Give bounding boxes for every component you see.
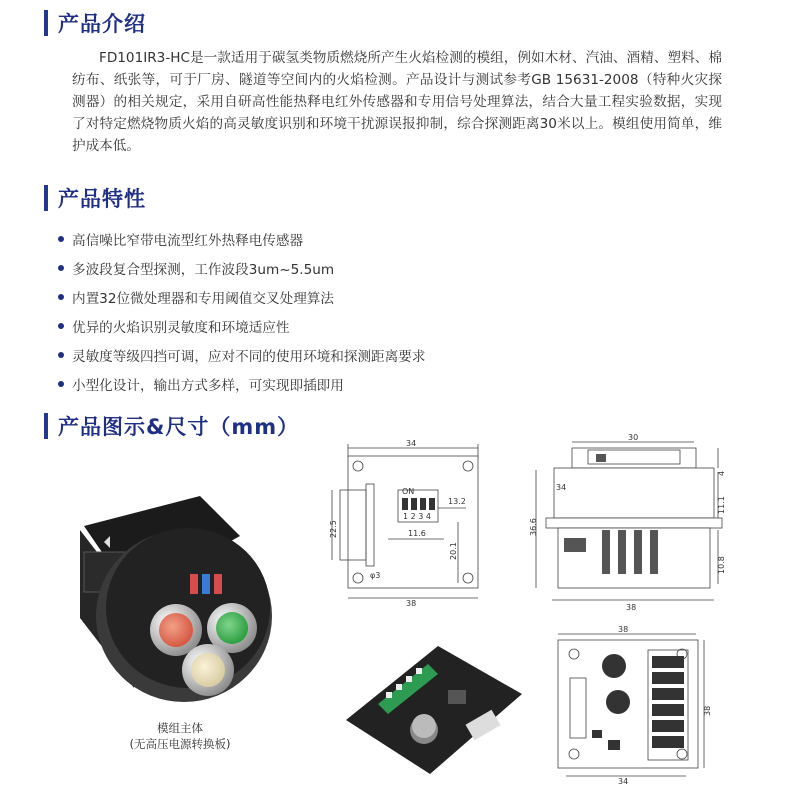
dim-label: 38	[626, 603, 637, 612]
dim-label: 22.5	[329, 520, 338, 538]
bullet-icon	[58, 236, 64, 242]
dim-label: 38	[703, 705, 712, 716]
features-list	[58, 224, 425, 398]
dim-label: 34	[556, 483, 567, 492]
list-item: 高信噪比窄带电流型红外热释电传感器	[58, 224, 425, 253]
dip-numbers-label: 1 2 3 4	[403, 512, 431, 521]
title-bar	[44, 10, 48, 36]
list-item: 内置32位微处理器和专用阈值交叉处理算法	[58, 282, 425, 311]
list-item: 小型化设计，输出方式多样，可实现即插即用	[58, 369, 425, 398]
module-photo	[72, 488, 272, 713]
section-title-text: 产品特性	[58, 187, 146, 211]
title-bar	[44, 185, 48, 211]
dim-label: φ3	[370, 571, 381, 580]
bullet-icon	[58, 294, 64, 300]
pcb-3d-photo	[338, 630, 528, 780]
dim-label: 34	[406, 439, 417, 448]
led-red	[190, 574, 198, 594]
dim-label: 11.6	[408, 529, 426, 538]
section-title-features	[44, 183, 146, 213]
photo-caption-sub: (无高压电源转换板)	[129, 737, 231, 751]
bullet-icon	[58, 265, 64, 271]
top-view-drawing	[328, 438, 508, 610]
bullet-icon	[58, 381, 64, 387]
dim-label: 20.1	[449, 542, 458, 560]
sensor-window-red	[159, 613, 193, 647]
photo-caption-title: 模组主体	[157, 721, 203, 735]
led-red	[214, 574, 222, 594]
section-title-text: 产品图示&尺寸（mm）	[58, 415, 300, 439]
sensor-window-green	[216, 612, 248, 644]
intro-text: FD101IR3-HC是一款适用于碳氢类物质燃烧所产生火焰检测的模组，例如木材、汽油、酒精、塑料、棉纺布、纸张等，可于厂房、隧道等空间内的火焰检测。产品设计与测试参考GB 15631-2008（特种火灾探测器）的相关规定，采用自研高性能热释电红外传感器和专用信号处理算法，结合大量工程实验数据，实现了对特定燃烧物质火焰的高灵敏度识别和环境干扰源误报抑制，综合探测距离30米以上。模组使用简单，维护成本低。	[72, 50, 722, 154]
list-item: 灵敏度等级四挡可调，应对不同的使用环境和探测距离要求	[58, 340, 425, 369]
intro-paragraph	[72, 47, 722, 157]
sensor-window-beige	[191, 653, 225, 687]
dim-label: 13.2	[448, 497, 466, 506]
dim-label: 10.8	[717, 556, 726, 574]
bullet-icon	[58, 323, 64, 329]
bottom-view-drawing	[552, 626, 712, 786]
dip-on-label: ON	[402, 487, 415, 496]
list-item: 多波段复合型探测，工作波段3um~5.5um	[58, 253, 425, 282]
section-title-text: 产品介绍	[58, 12, 146, 36]
dim-label: 4	[717, 470, 726, 476]
title-bar	[44, 413, 48, 439]
dim-label: 38	[618, 626, 629, 634]
section-title-diagram	[44, 411, 299, 441]
dim-label: 38	[406, 599, 417, 608]
dim-label: 11.1	[717, 496, 726, 514]
led-blue	[202, 574, 210, 594]
chip	[448, 690, 466, 704]
section-title-intro	[44, 8, 146, 38]
side-view-drawing	[528, 434, 728, 612]
bullet-icon	[58, 352, 64, 358]
pcb-board	[346, 646, 522, 774]
dim-label: 34	[618, 777, 629, 786]
list-item: 优异的火焰识别灵敏度和环境适应性	[58, 311, 425, 340]
dim-label: 36.6	[529, 518, 538, 536]
capacitor-top	[412, 714, 436, 738]
dim-label: 30	[628, 434, 639, 442]
photo-caption	[100, 720, 260, 752]
